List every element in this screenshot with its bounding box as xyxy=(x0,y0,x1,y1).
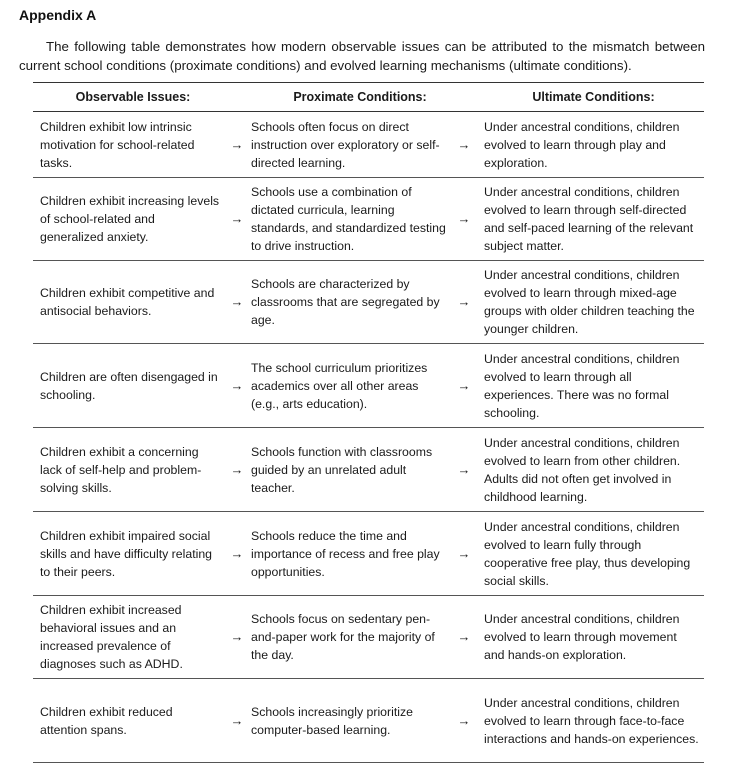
arrow-icon: → xyxy=(230,712,244,728)
header-observable: Observable Issues: xyxy=(75,90,191,104)
observable-cell: Children exhibit reduced attention spans. xyxy=(40,704,173,737)
observable-cell: Children exhibit increasing levels of school-related and generalized anxiety. xyxy=(40,194,220,244)
table-row xyxy=(33,178,704,261)
arrow-icon: → xyxy=(457,545,471,561)
arrow-icon: → xyxy=(230,211,244,226)
arrow-icon: → xyxy=(457,136,471,152)
arrow-icon: → xyxy=(230,377,244,393)
ultimate-cell: Under ancestral conditions, children evolved to learn through face-to-face interactions and hands-on experiences. xyxy=(484,695,699,746)
ultimate-cell: Under ancestral conditions, children evolved to learn through all experiences. There was no formal schooling. xyxy=(484,351,680,420)
table-row xyxy=(33,596,704,679)
proximate-cell: Schools are characterized by classrooms that are segregated by age. xyxy=(251,277,440,327)
table-row xyxy=(33,679,704,763)
table-row xyxy=(33,428,704,512)
observable-cell: Children exhibit a concerning lack of self-help and problem-solving skills. xyxy=(40,444,202,495)
proximate-cell: The school curriculum prioritizes academics over all other areas (e.g., arts education). xyxy=(251,360,428,411)
proximate-cell: Schools focus on sedentary pen-and-paper work for the majority of the day. xyxy=(251,612,435,662)
arrow-icon: → xyxy=(230,545,244,561)
header-proximate: Proximate Conditions: xyxy=(293,90,427,104)
arrow-icon: → xyxy=(457,294,471,309)
ultimate-cell: Under ancestral conditions, children evolved to learn through movement and hands-on exploration. xyxy=(484,612,680,662)
header-ultimate: Ultimate Conditions: xyxy=(532,90,655,104)
ultimate-cell: Under ancestral conditions, children evolved to learn from other children. Adults did not often get involved in childhood learning. xyxy=(484,435,681,504)
proximate-cell: Schools often focus on direct instruction over exploratory or self-directed learning. xyxy=(251,119,440,170)
observable-cell: Children exhibit impaired social skills and have difficulty relating to their peers. xyxy=(40,528,213,579)
observable-cell: Children exhibit increased behavioral issues and an increased prevalence of diagnoses such as ADHD. xyxy=(40,603,183,671)
table-header xyxy=(33,83,704,112)
observable-cell: Children exhibit competitive and antisocial behaviors. xyxy=(40,286,215,318)
arrow-icon: → xyxy=(457,377,471,393)
arrow-icon: → xyxy=(457,461,471,477)
proximate-cell: Schools use a combination of dictated curricula, learning standards, and standardized testing to drive instruction. xyxy=(251,185,446,253)
mismatch-table xyxy=(33,82,704,763)
arrow-icon: → xyxy=(230,461,244,477)
ultimate-cell: Under ancestral conditions, children evolved to learn through mixed-age groups with older children teaching the younger children. xyxy=(484,268,695,336)
intro-paragraph: The following table demonstrates how modern observable issues can be attributed to the mismatch between current school conditions (proximate conditions) and evolved learning mechanisms (ultimate conditions). xyxy=(19,39,705,73)
arrow-icon: → xyxy=(230,294,244,309)
ultimate-cell: Under ancestral conditions, children evolved to learn through play and exploration. xyxy=(484,119,680,170)
arrow-icon: → xyxy=(230,629,244,644)
arrow-icon: → xyxy=(457,629,471,644)
proximate-cell: Schools reduce the time and importance of recess and free play opportunities. xyxy=(251,528,440,579)
table-row xyxy=(33,512,704,596)
table-row xyxy=(33,344,704,428)
proximate-cell: Schools function with classrooms guided by an unrelated adult teacher. xyxy=(251,444,433,495)
arrow-icon: → xyxy=(457,712,471,728)
observable-cell: Children exhibit low intrinsic motivation for school-related tasks. xyxy=(40,119,195,170)
observable-cell: Children are often disengaged in schooling. xyxy=(40,369,218,402)
ultimate-cell: Under ancestral conditions, children evolved to learn through self-directed and self-paced learning of the relevant subject matter. xyxy=(484,185,694,253)
appendix-title: Appendix A xyxy=(19,7,97,23)
arrow-icon: → xyxy=(230,136,244,152)
arrow-icon: → xyxy=(457,211,471,226)
table-row xyxy=(33,261,704,344)
ultimate-cell: Under ancestral conditions, children evolved to learn fully through cooperative free play, thus developing social skills. xyxy=(484,519,691,588)
proximate-cell: Schools increasingly prioritize computer-based learning. xyxy=(251,704,413,737)
table-row xyxy=(33,112,704,178)
